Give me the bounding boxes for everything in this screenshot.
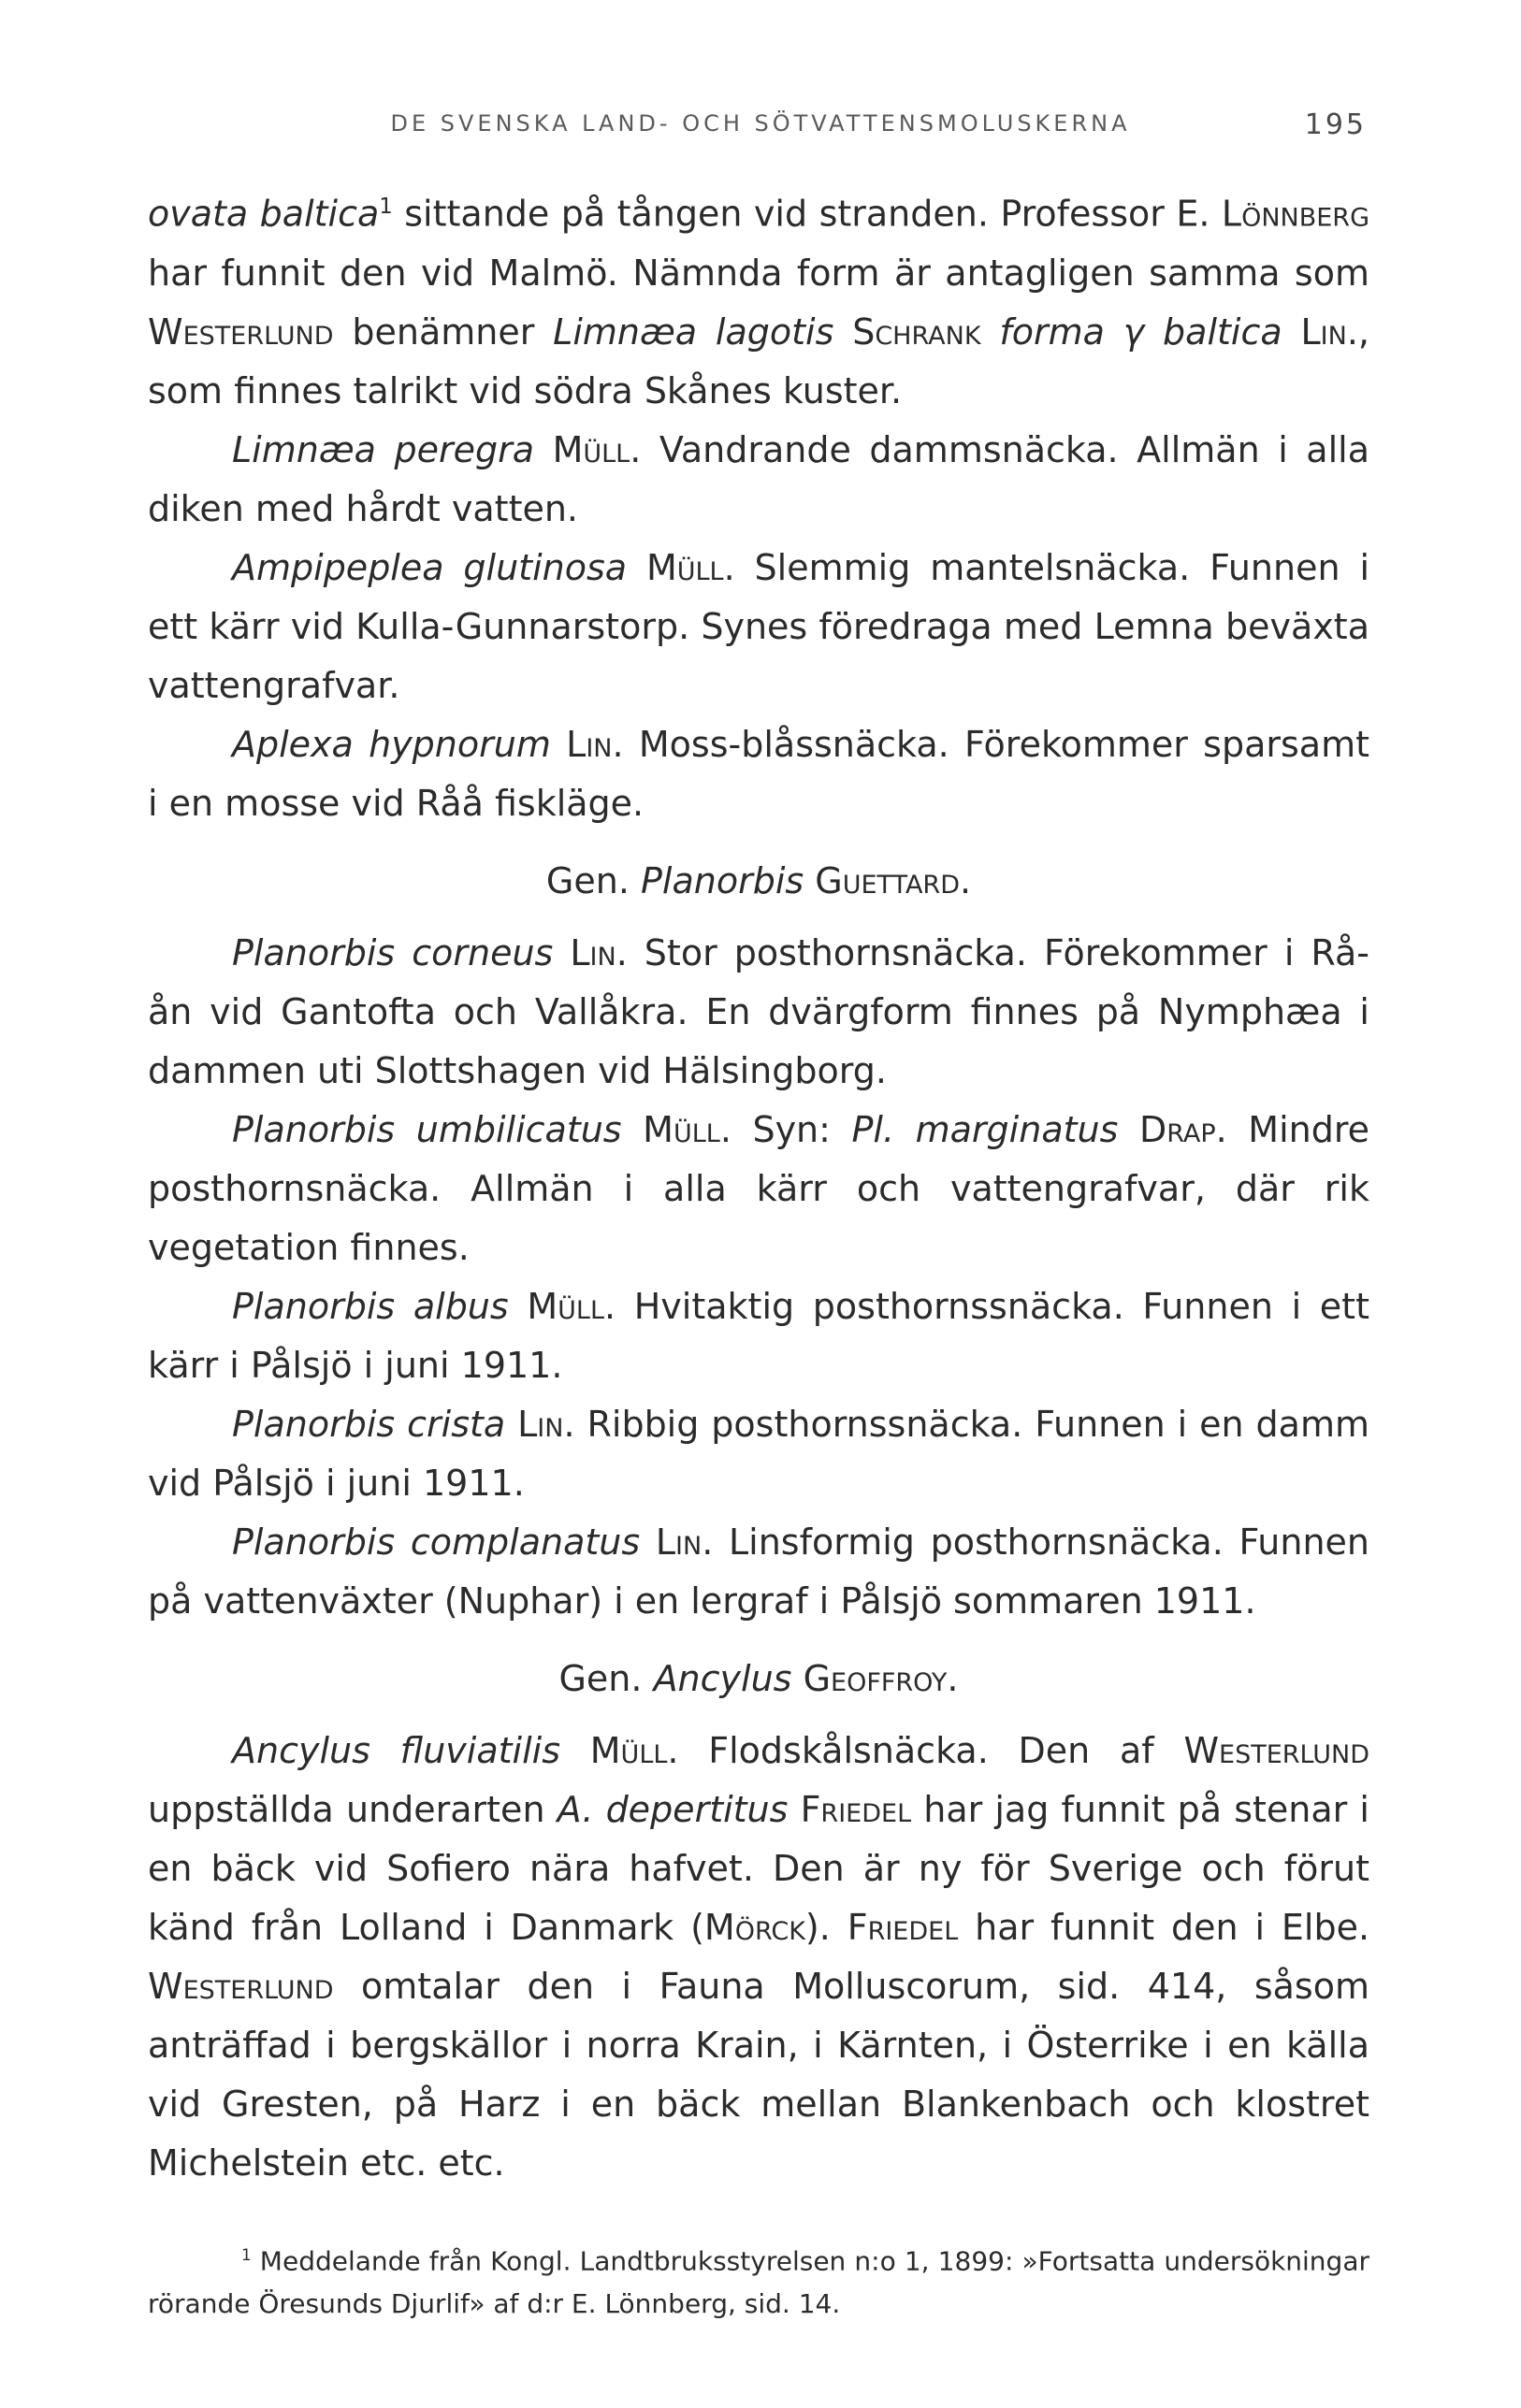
text-run: . Ribbig posthornssnäcka. Funnen i en damm vid Pålsjö i juni 1911. [148,1403,1369,1504]
genus-heading [148,852,1369,911]
genus-heading [148,1650,1369,1709]
taxon-name: Planorbis complanatus [232,1521,641,1563]
text-run: . Stor posthornsnäcka. Förekommer i Rå-ån vid Gantofta och Vallåkra. En dvärgform finnes på Nymphæa i dammen uti Slottshagen vid Hälsingborg. [148,931,1369,1091]
text-run: har funnit den vid Malmö. Nämnda form är antagligen samma som [148,252,1369,294]
text-run [833,311,852,353]
taxon-name: A. depertitus [557,1788,789,1830]
footnote-paragraph [148,2233,1369,2326]
running-title: DE SVENSKA LAND- OCH SÖTVATTENSMOLUSKERNA [390,110,1131,137]
author-name: Friedel [847,1906,959,1948]
running-head [0,110,1521,148]
text-run: . Vandrande dammsnäcka. Allmän i alla diken med hårdt vatten. [148,428,1369,529]
taxon-name: Ampipeplea glutinosa [232,546,628,588]
text-run: Meddelande från Kongl. Landtbruksstyrelsen n:o 1, 1899: »Fortsatta undersökningar rörande Öresunds Djurlif» af d:r E. [148,2245,1369,2320]
author-name: Müll [589,1729,668,1771]
paragraph [148,1101,1369,1277]
text-run [505,1404,517,1445]
taxon-name: forma γ baltica [999,310,1282,353]
text-run: har jag funnit på stenar i en bäck vid Sofiero nära hafvet. Den är ny för Sverige och förut känd från Lolland i Danmark ( [148,1788,1369,1948]
taxon-name: Planorbis umbilicatus [232,1108,622,1150]
text-run: benämner [333,310,554,353]
taxon-name: Limnæa peregra [232,428,535,470]
taxon-name: Planorbis corneus [232,931,554,973]
author-name: Geoffroy [803,1657,948,1699]
text-run: . [947,1657,959,1699]
paragraph [148,178,1369,421]
taxon-name: Ancylus [653,1657,792,1699]
text-run [622,1109,644,1150]
text-run [627,547,646,588]
text-run: ). [804,1906,847,1948]
paragraph [148,539,1369,715]
text-run: ., som finnes talrikt vid södra Skånes kuster. [148,310,1369,411]
author-name: Lin [655,1521,703,1563]
paragraph [148,1277,1369,1395]
text-run: . Hvitaktig posthornssnäcka. Funnen i ett kärr i Pålsjö i juni 1911. [148,1285,1369,1386]
text-run [981,311,1000,353]
taxon-name: Ancylus fluviatilis [232,1729,560,1771]
author-name: Mörck [703,1906,805,1948]
taxon-name: Limnæa lagotis [553,310,834,353]
paragraph [148,421,1369,539]
page-number: 195 [1304,108,1367,141]
taxon-name: Pl. marginatus [851,1108,1119,1150]
text-run [640,1521,656,1563]
text-run: . Flodskålsnäcka. Den af [667,1729,1184,1771]
paragraph [148,1513,1369,1631]
author-name: Müll [552,428,630,470]
taxon-name: Aplexa hypnorum [232,723,551,765]
author-name: Müll [643,1108,720,1150]
text-run: har funnit den i Elbe. [958,1906,1370,1948]
paragraph [148,715,1369,833]
author-name: Friedel [800,1788,912,1830]
author-name: Westerlund [1183,1729,1369,1771]
footnote-marker: 1 [241,2245,252,2264]
author-name: Müll [645,546,724,588]
author-name: Lönnberg [1221,193,1369,235]
text-run [804,860,815,901]
text-run [791,1658,803,1699]
author-name: Müll [527,1285,604,1327]
text-run [788,1789,800,1830]
text-run [509,1286,528,1327]
text-run: . Slemmig mantelsnäcka. Funnen i ett kärr vid Kulla-Gunnarstorp. Synes föredraga med Lemna beväxta vattengrafvar. [148,546,1370,706]
text-run: Gen. [558,1657,654,1699]
text-run [551,724,566,765]
text-run [534,429,553,470]
body-text [148,178,1369,2193]
author-name: Lin [517,1403,564,1445]
text-run: Gen. [545,859,641,901]
text-run: sittande på tången vid stranden. Professor E. [392,193,1222,235]
author-name: Lin [1300,310,1347,353]
taxon-name: Planorbis albus [232,1285,509,1327]
text-run: . Mindre posthornsnäcka. Allmän i alla kärr och vattengrafvar, där rik vegetation finnes. [148,1108,1369,1268]
text-run [560,1730,590,1771]
text-run: . [960,859,972,901]
author-name: Lönnberg [604,2288,728,2320]
text-run: . Moss-blåssnäcka. Förekommer sparsamt i en mosse vid Råå fiskläge. [148,723,1370,824]
text-run [1118,1109,1139,1150]
author-name: Westerlund [148,1965,334,2007]
text-run: . Syn: [719,1108,852,1150]
paragraph [148,924,1369,1101]
text-run: . Linsformig posthornsnäcka. Funnen på vattenväxter (Nuphar) i en lergraf i Pålsjö sommaren 1911. [148,1521,1369,1622]
text-run: uppställda underarten [148,1788,558,1830]
text-run: omtalar den i Fauna Molluscorum, sid. 414, såsom anträffad i bergskällor i norra Krain, i Kärnten, i Österrike i en källa vid Gresten, på Harz i en bäck mellan Blankenbach och klostret Michelstein etc. etc. [148,1965,1369,2184]
paragraph [148,1722,1369,2193]
author-name: Lin [566,723,613,765]
taxon-name: Planorbis crista [232,1403,506,1445]
text-run [1282,311,1301,353]
author-name: Schrank [852,310,981,353]
taxon-name: ovata baltica [148,193,380,235]
author-name: Westerlund [148,310,334,353]
author-name: Guettard [815,859,960,901]
text-run: , sid. 14. [727,2288,841,2320]
author-name: Lin [570,931,616,973]
paragraph [148,1395,1369,1513]
taxon-name: Planorbis [640,859,804,901]
author-name: Drap [1138,1108,1216,1150]
footnote-marker: 1 [379,195,393,219]
text-run [553,932,570,973]
footnote [148,2233,1369,2326]
